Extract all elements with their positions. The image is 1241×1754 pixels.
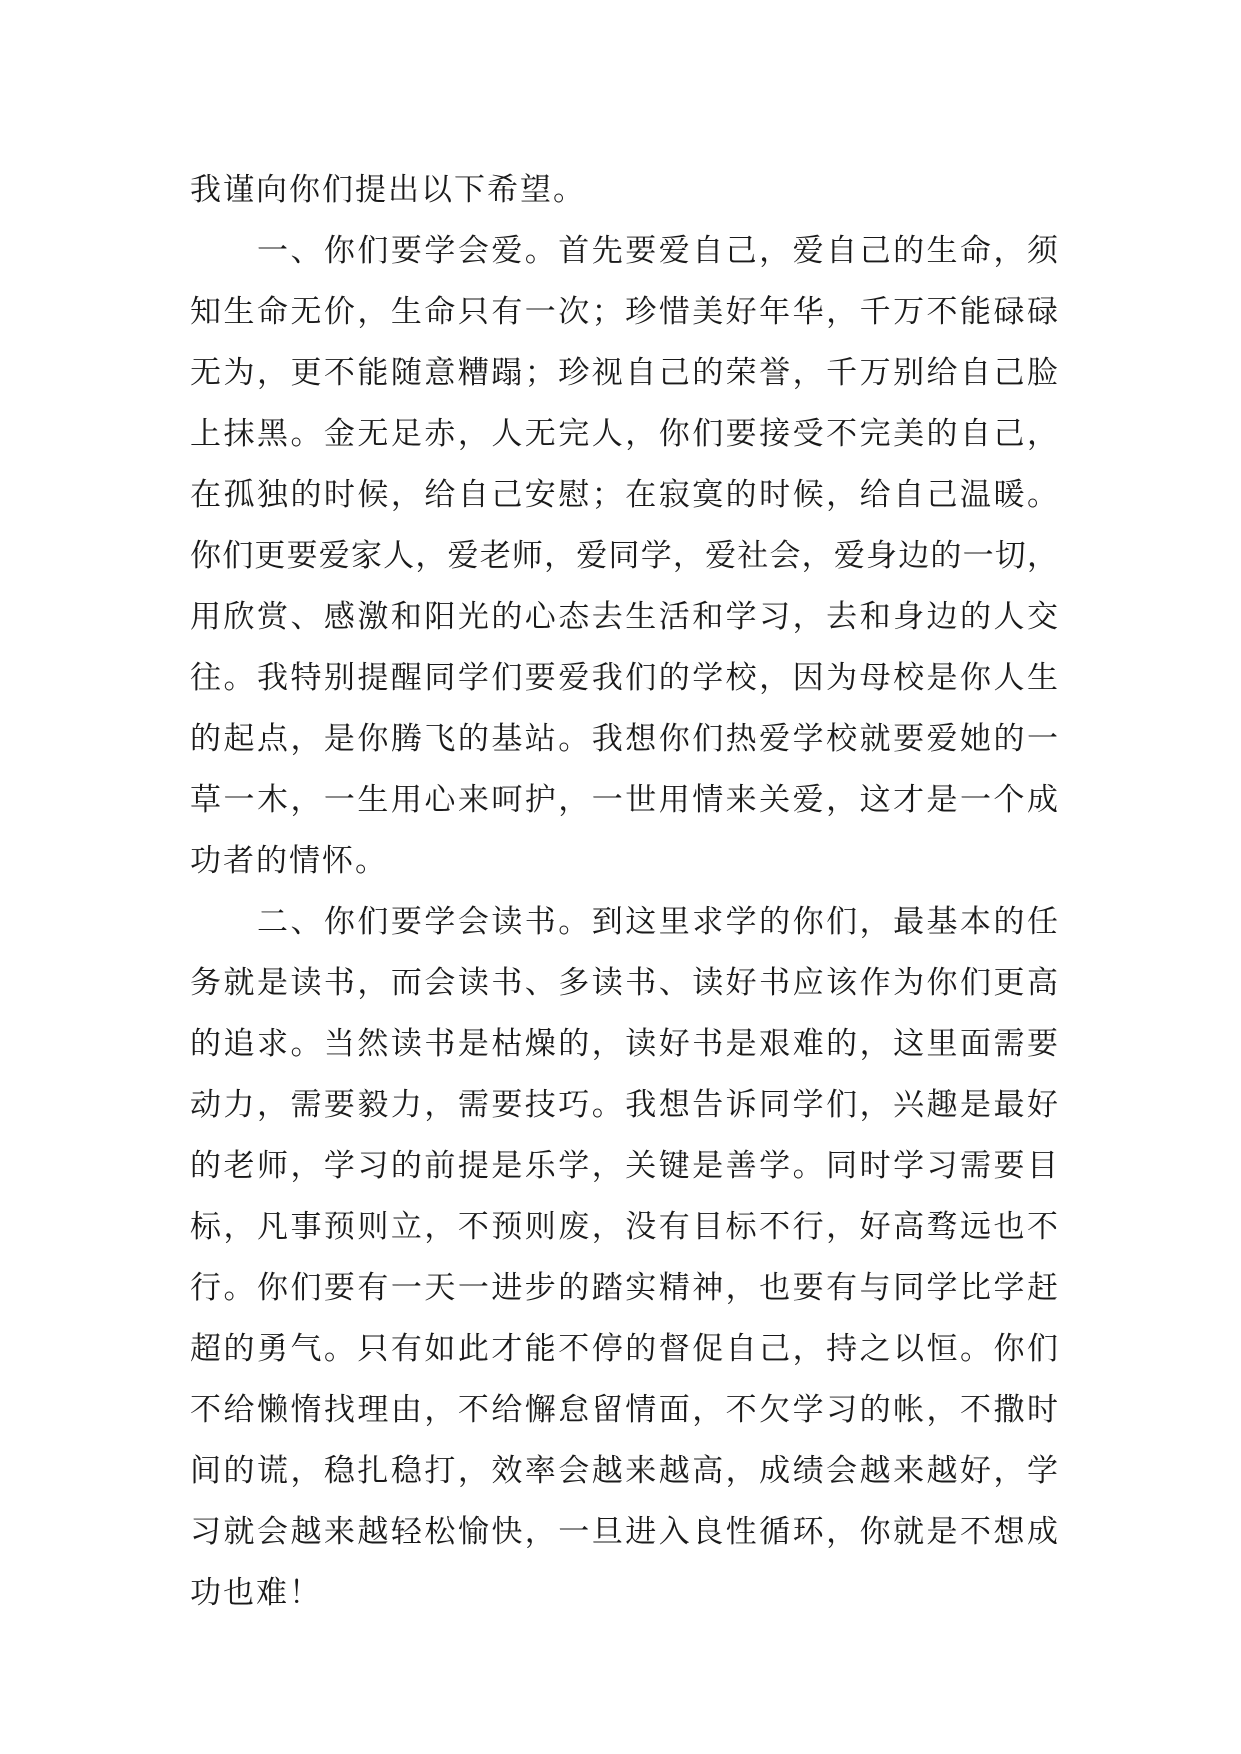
text-line: 间的谎，稳扎稳打，效率会越来越高，成绩会越来越好，学 [190, 1453, 1058, 1489]
text-line: 我谨向你们提出以下希望。 [190, 172, 586, 208]
text-line: 在孤独的时候，给自己安慰；在寂寞的时候，给自己温暖。 [190, 477, 1058, 513]
text-line: 二、你们要学会读书。到这里求学的你们，最基本的任 [190, 904, 1058, 940]
text-line: 上抹黑。金无足赤，人无完人，你们要接受不完美的自己， [190, 416, 1058, 452]
text-line: 的起点，是你腾飞的基站。我想你们热爱学校就要爱她的一 [190, 721, 1058, 757]
text-line: 行。你们要有一天一进步的踏实精神，也要有与同学比学赶 [190, 1270, 1058, 1306]
paragraph-point-two [190, 892, 1058, 1624]
text-line: 无为，更不能随意糟蹋；珍视自己的荣誉，千万别给自己脸 [190, 355, 1058, 391]
text-line: 的老师，学习的前提是乐学，关键是善学。同时学习需要目 [190, 1148, 1058, 1184]
text-line: 功也难！ [190, 1575, 322, 1611]
text-line: 功者的情怀。 [190, 843, 388, 879]
text-line: 习就会越来越轻松愉快，一旦进入良性循环，你就是不想成 [190, 1514, 1058, 1550]
text-line: 不给懒惰找理由，不给懈怠留情面，不欠学习的帐，不撒时 [190, 1392, 1058, 1428]
text-line: 动力，需要毅力，需要技巧。我想告诉同学们，兴趣是最好 [190, 1087, 1058, 1123]
text-line: 往。我特别提醒同学们要爱我们的学校，因为母校是你人生 [190, 660, 1058, 696]
text-line: 标，凡事预则立，不预则废，没有目标不行，好高骛远也不 [190, 1209, 1058, 1245]
text-line: 的追求。当然读书是枯燥的，读好书是艰难的，这里面需要 [190, 1026, 1058, 1062]
paragraph-point-one [190, 221, 1058, 892]
text-line: 用欣赏、感激和阳光的心态去生活和学习，去和身边的人交 [190, 599, 1058, 635]
paragraph-intro [190, 160, 1058, 221]
text-line: 草一木，一生用心来呵护，一世用情来关爱，这才是一个成 [190, 782, 1058, 818]
text-line: 一、你们要学会爱。首先要爱自己，爱自己的生命，须 [190, 233, 1058, 269]
document-body [190, 160, 1058, 1624]
text-line: 你们更要爱家人，爱老师，爱同学，爱社会，爱身边的一切， [190, 538, 1058, 574]
text-line: 知生命无价，生命只有一次；珍惜美好年华，千万不能碌碌 [190, 294, 1058, 330]
text-line: 务就是读书，而会读书、多读书、读好书应该作为你们更高 [190, 965, 1058, 1001]
text-line: 超的勇气。只有如此才能不停的督促自己，持之以恒。你们 [190, 1331, 1058, 1367]
